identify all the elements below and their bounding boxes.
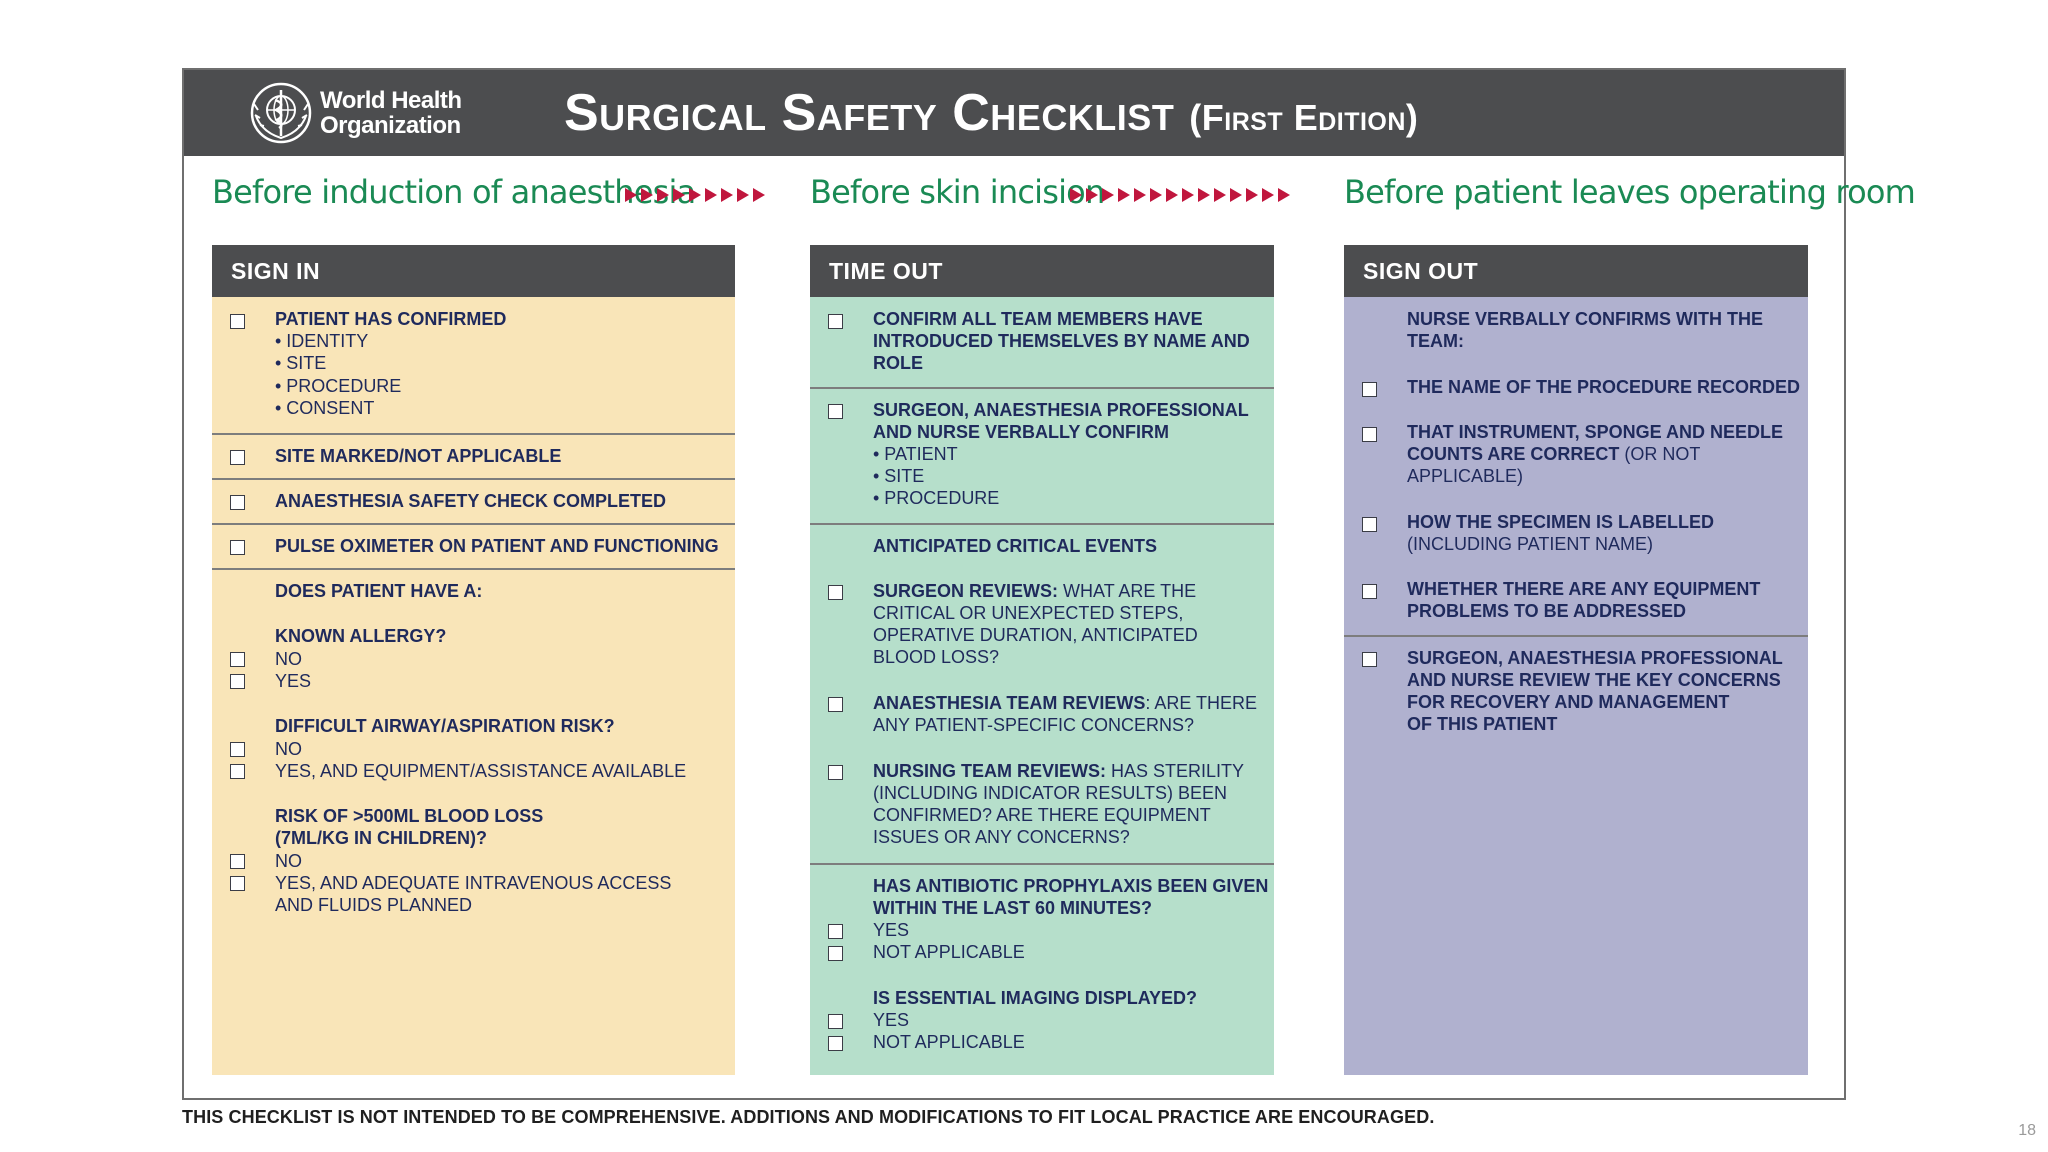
checkbox[interactable]	[828, 697, 843, 712]
checkbox[interactable]	[230, 495, 245, 510]
page-title	[564, 78, 1418, 153]
item-text: OPERATIVE DURATION, ANTICIPATED	[873, 625, 1198, 645]
option-label: YES	[873, 1010, 910, 1030]
checkbox[interactable]	[1362, 652, 1377, 667]
checkbox[interactable]	[230, 652, 245, 667]
phase-label-sign-in: Before induction of anaesthesia	[212, 173, 696, 211]
checkbox[interactable]	[230, 674, 245, 689]
question-label: RISK OF >500ML BLOOD LOSS	[275, 806, 544, 826]
section-heading: DOES PATIENT HAVE A:	[275, 581, 483, 601]
item-label: THE NAME OF THE PROCEDURE RECORDED	[1407, 377, 1801, 397]
checkbox[interactable]	[828, 765, 843, 780]
item-label: HOW THE SPECIMEN IS LABELLED	[1407, 512, 1715, 532]
checkbox[interactable]	[828, 314, 843, 329]
item-label: PATIENT HAS CONFIRMED	[275, 309, 507, 329]
section-heading: TEAM:	[1407, 331, 1464, 351]
checkbox[interactable]	[828, 404, 843, 419]
arrow-icon	[673, 188, 685, 202]
item-label: SITE MARKED/NOT APPLICABLE	[275, 446, 562, 466]
item-text: BLOOD LOSS?	[873, 647, 1000, 667]
item-text: : ARE THERE	[1145, 693, 1258, 713]
item-text: (INCLUDING INDICATOR RESULTS) BEEN	[873, 783, 1228, 803]
item-label: OF THIS PATIENT	[1407, 714, 1558, 734]
item-label: INTRODUCED THEMSELVES BY NAME AND	[873, 331, 1250, 351]
option-label: YES, AND EQUIPMENT/ASSISTANCE AVAILABLE	[275, 761, 687, 781]
title-text: Surgical Safety Checklist	[564, 84, 1175, 142]
time-out-column	[810, 245, 1274, 1075]
arrow-icon	[753, 188, 765, 202]
item-label: CONFIRM ALL TEAM MEMBERS HAVE	[873, 309, 1203, 329]
item-label: SURGEON REVIEWS:	[873, 581, 1059, 601]
sign-in-anaesthesia-section	[212, 480, 735, 525]
bullet-identity: • IDENTITY	[275, 331, 369, 351]
arrow-icon	[1182, 188, 1194, 202]
arrow-icon	[1278, 188, 1290, 202]
bullet-site: • SITE	[275, 353, 327, 373]
who-name-line2: Organization	[320, 112, 461, 139]
arrow-icon	[1134, 188, 1146, 202]
sign-in-identity-section	[212, 297, 735, 435]
arrow-icon	[1102, 188, 1114, 202]
item-text: ANY PATIENT-SPECIFIC CONCERNS?	[873, 715, 1195, 735]
checkbox[interactable]	[230, 314, 245, 329]
option-label: YES, AND ADEQUATE INTRAVENOUS ACCESS	[275, 873, 672, 893]
question-label: (7ML/KG IN CHILDREN)?	[275, 828, 487, 848]
option-label: YES	[873, 920, 910, 940]
arrow-icon	[1070, 188, 1082, 202]
arrow-icon	[1230, 188, 1242, 202]
arrows-1	[625, 188, 765, 202]
section-heading: ANTICIPATED CRITICAL EVENTS	[873, 536, 1158, 556]
question-label: KNOWN ALLERGY?	[275, 626, 447, 646]
checkbox[interactable]	[230, 450, 245, 465]
arrow-icon	[1214, 188, 1226, 202]
checkbox[interactable]	[828, 1036, 843, 1051]
who-name	[320, 88, 462, 138]
arrow-icon	[721, 188, 733, 202]
sign-out-review-section	[1344, 637, 1808, 1073]
item-text: WHAT ARE THE	[1063, 581, 1197, 601]
item-label: ANAESTHESIA TEAM REVIEWS	[873, 693, 1146, 713]
option-label: YES	[275, 671, 312, 691]
arrow-icon	[1150, 188, 1162, 202]
item-label: NURSING TEAM REVIEWS:	[873, 761, 1107, 781]
checkbox[interactable]	[230, 876, 245, 891]
item-label: AND NURSE VERBALLY CONFIRM	[873, 422, 1170, 442]
arrow-icon	[1262, 188, 1274, 202]
arrow-icon	[737, 188, 749, 202]
arrow-icon	[625, 188, 637, 202]
checkbox[interactable]	[828, 1014, 843, 1029]
item-text: APPLICABLE)	[1407, 466, 1524, 486]
option-label: NOT APPLICABLE	[873, 942, 1025, 962]
question-label: IS ESSENTIAL IMAGING DISPLAYED?	[873, 988, 1198, 1008]
item-label: ROLE	[873, 353, 924, 373]
arrow-icon	[1166, 188, 1178, 202]
option-label: NO	[275, 649, 302, 669]
checkbox[interactable]	[1362, 427, 1377, 442]
bullet-procedure: • PROCEDURE	[275, 376, 402, 396]
arrow-icon	[705, 188, 717, 202]
section-heading: NURSE VERBALLY CONFIRMS WITH THE	[1407, 309, 1764, 329]
time-out-team-section	[810, 297, 1274, 389]
arrow-icon	[657, 188, 669, 202]
checkbox[interactable]	[230, 854, 245, 869]
item-label: AND NURSE REVIEW THE KEY CONCERNS	[1407, 670, 1781, 690]
arrow-icon	[1086, 188, 1098, 202]
sign-out-column	[1344, 245, 1808, 1075]
question-label: WITHIN THE LAST 60 MINUTES?	[873, 898, 1152, 918]
arrow-icon	[1118, 188, 1130, 202]
option-label: NOT APPLICABLE	[873, 1032, 1025, 1052]
sign-in-site-section	[212, 435, 735, 480]
sign-out-header: SIGN OUT	[1344, 245, 1808, 297]
who-name-line1: World Health	[320, 87, 462, 114]
option-label: NO	[275, 851, 302, 871]
item-text: HAS STERILITY	[1111, 761, 1245, 781]
question-label: HAS ANTIBIOTIC PROPHYLAXIS BEEN GIVEN	[873, 876, 1269, 896]
item-label: SURGEON, ANAESTHESIA PROFESSIONAL	[1407, 648, 1783, 668]
arrow-icon	[689, 188, 701, 202]
who-emblem-icon	[248, 80, 314, 146]
sign-in-risk-section	[212, 570, 735, 1075]
checkbox[interactable]	[828, 585, 843, 600]
header-bar	[184, 70, 1844, 156]
item-text: (OR NOT	[1619, 444, 1701, 464]
arrow-icon	[1246, 188, 1258, 202]
page-number: 18	[2018, 1122, 2036, 1139]
item-label: COUNTS ARE CORRECT	[1407, 444, 1620, 464]
checkbox[interactable]	[230, 540, 245, 555]
who-logo	[248, 80, 462, 146]
item-label: SURGEON, ANAESTHESIA PROFESSIONAL	[873, 400, 1249, 420]
sign-in-header: SIGN IN	[212, 245, 735, 297]
time-out-header: TIME OUT	[810, 245, 1274, 297]
checkbox[interactable]	[1362, 517, 1377, 532]
phase-label-time-out: Before skin incision	[810, 173, 1105, 211]
checkbox[interactable]	[828, 924, 843, 939]
item-text: (INCLUDING PATIENT NAME)	[1407, 534, 1654, 554]
item-label: FOR RECOVERY AND MANAGEMENT	[1407, 692, 1730, 712]
bullet-patient: • PATIENT	[873, 444, 958, 464]
item-label: PROBLEMS TO BE ADDRESSED	[1407, 601, 1687, 621]
question-label: DIFFICULT AIRWAY/ASPIRATION RISK?	[275, 716, 615, 736]
checkbox[interactable]	[828, 946, 843, 961]
checkbox[interactable]	[230, 742, 245, 757]
item-text: ISSUES OR ANY CONCERNS?	[873, 827, 1130, 847]
checklist-frame	[182, 68, 1916, 1100]
arrow-icon	[641, 188, 653, 202]
item-label: ANAESTHESIA SAFETY CHECK COMPLETED	[275, 491, 667, 511]
option-label: AND FLUIDS PLANNED	[275, 895, 473, 915]
bullet-consent: • CONSENT	[275, 398, 375, 418]
checkbox[interactable]	[1362, 382, 1377, 397]
time-out-critical-events-section	[810, 525, 1274, 865]
arrows-2	[1070, 188, 1290, 202]
time-out-antibiotic-section	[810, 865, 1274, 1075]
checkbox[interactable]	[230, 764, 245, 779]
item-label: WHETHER THERE ARE ANY EQUIPMENT	[1407, 579, 1761, 599]
disclaimer-footer: THIS CHECKLIST IS NOT INTENDED TO BE COMPREHENSIVE. ADDITIONS AND MODIFICATIONS TO FIT LOCAL PRACTICE ARE ENCOURAGED.	[182, 1107, 1435, 1127]
sign-in-column	[212, 245, 735, 1075]
option-label: NO	[275, 739, 302, 759]
item-text: CRITICAL OR UNEXPECTED STEPS,	[873, 603, 1184, 623]
phase-label-sign-out: Before patient leaves operating room	[1344, 173, 1916, 211]
time-out-confirm-section	[810, 389, 1274, 525]
arrow-icon	[1198, 188, 1210, 202]
bullet-procedure: • PROCEDURE	[873, 488, 1000, 508]
item-text: CONFIRMED? ARE THERE EQUIPMENT	[873, 805, 1211, 825]
sign-in-oximeter-section	[212, 525, 735, 570]
edition-text: (First Edition)	[1189, 97, 1419, 138]
sign-out-confirm-section	[1344, 297, 1808, 637]
bullet-site: • SITE	[873, 466, 925, 486]
item-label: THAT INSTRUMENT, SPONGE AND NEEDLE	[1407, 422, 1784, 442]
checkbox[interactable]	[1362, 584, 1377, 599]
item-label: PULSE OXIMETER ON PATIENT AND FUNCTIONING	[275, 536, 719, 556]
